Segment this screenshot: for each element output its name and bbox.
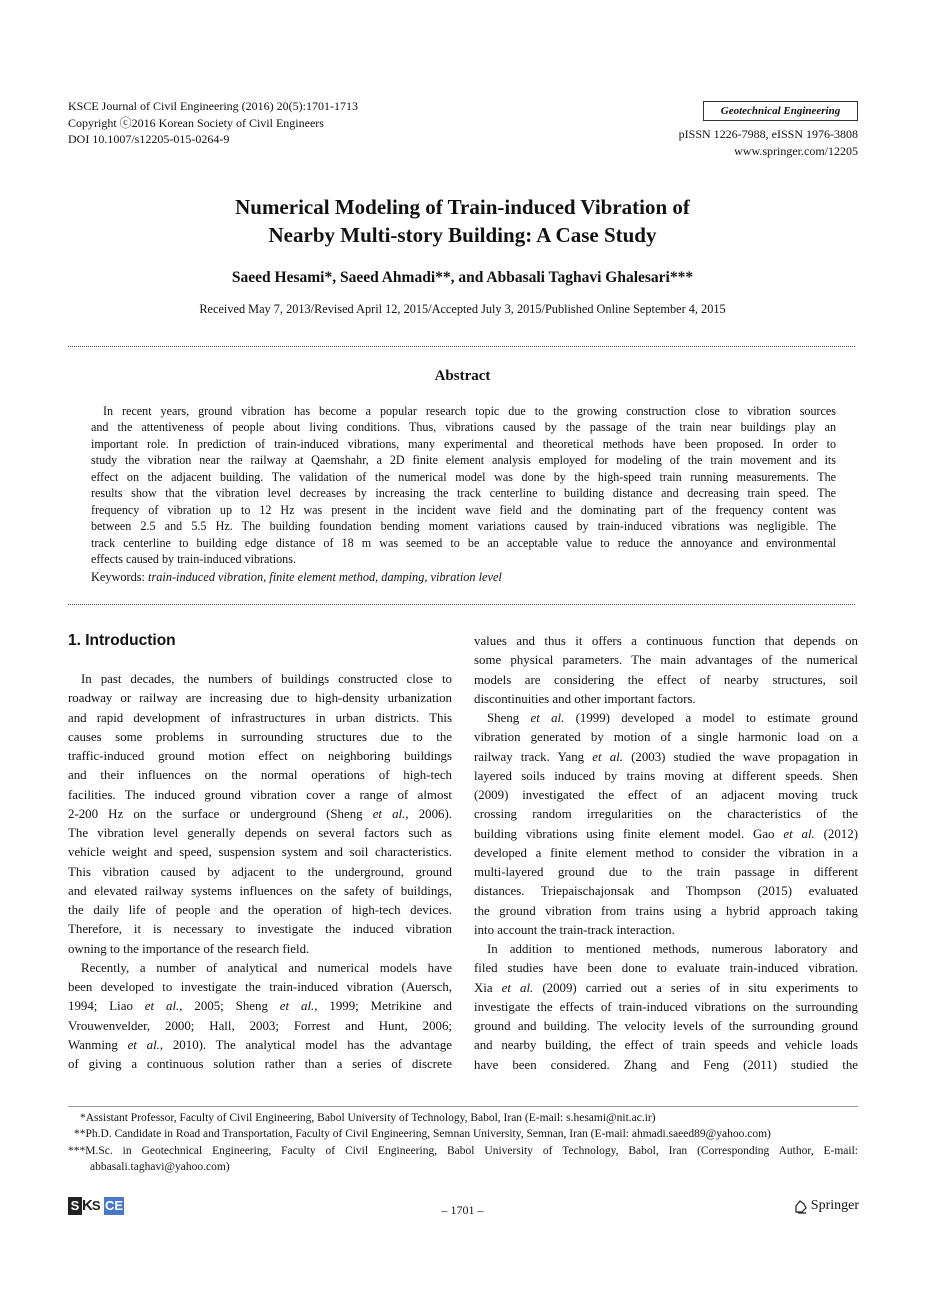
text-line: filed studies have been done to evaluate train-induced vibration. [474,961,858,976]
footnote: *Assistant Professor, Faculty of Civil Engineering, Babol University of Technology, Babol, Iran (E-mail: s.hesami@nit.ac.ir) [80,1112,656,1124]
keywords-label: Keywords: [91,570,149,584]
text-line: some physical parameters. The main advantages of the numerical [474,653,858,668]
text-line: investigate the effects of train-induced vibrations on the surrounding [474,999,858,1014]
abstract-body [91,403,836,567]
text-line: frequency of vibration up to 12 Hz was present in the incident wave field and the dominating part of the frequency content was [91,502,836,517]
text-line: facilities. The induced ground vibration cover a range of almost [68,787,452,802]
title-line: Numerical Modeling of Train-induced Vibration of [235,195,690,219]
text-line: models are considering the effect of nearby structures, soil [474,672,858,687]
paragraph [474,632,858,709]
text-line: Sheng et al. (1999) developed a model to estimate ground [487,711,858,725]
journal-url[interactable]: www.springer.com/12205 [734,143,858,158]
text-line: Wanming et al., 2010). The analytical model has the advantage [68,1037,452,1052]
issn-info [679,126,858,159]
text-line: 1994; Liao et al., 2005; Sheng et al., 1999; Metrikine and [68,999,453,1014]
text-line: 2-200 Hz on the surface or underground (Sheng et al., 2006). [68,806,452,821]
text-line: effects caused by train-induced vibrations. [91,551,296,566]
text-line: Xia et al. (2009) carried out a series of in situ experiments to [474,980,858,995]
received-dates: Received May 7, 2013/Revised April 12, 2015/Accepted July 3, 2015/Published Online September 4, 2015 [199,302,726,316]
text-line: and the attentiveness of people about living conditions. Thus, vibrations caused by the passage of the train near buildings play an [91,420,836,435]
text-line: and elevated railway systems influences on the safety of buildings, [68,883,452,898]
text-line: multi-layered ground due to the train passage in different [474,865,858,879]
text-line: layered soils induced by trains moving at different speeds. Shen [474,768,858,783]
section-heading: 1. Introduction [68,632,176,649]
keywords [91,570,502,585]
text-line: roadway or railway are increasing due to high-density urbanization [68,691,452,706]
right-column [474,632,858,1075]
ksce-logo: S KS CE [68,1197,124,1215]
journal-citation: KSCE Journal of Civil Engineering (2016) 20(5):1701-1713 [68,99,358,113]
footnotes [68,1110,858,1175]
title-line: Nearby Multi-story Building: A Case Study [268,223,657,247]
text-line: railway track. Yang et al. (2003) studied the wave propagation in [474,749,858,764]
paragraph [474,940,858,1075]
text-line: vibration generated by motion of a single harmonic load on a [474,730,858,745]
section-badge: Geotechnical Engineering [703,101,858,121]
text-line: the ground vibration from trains using a hybrid approach taking [474,903,858,918]
text-line: In addition to mentioned methods, numerous laboratory and [487,942,858,956]
text-line: between 2.5 and 5.5 Hz. The building foundation bending moment variations caused by train-induced vibrations was negligible. The [91,519,836,534]
text-line: The vibration level generally depends on several factors such as [68,826,452,840]
doi: DOI 10.1007/s12205-015-0264-9 [68,132,230,146]
text-line: causes some problems in surrounding structures due to the [68,729,452,744]
paper-title [0,193,925,249]
keywords-list: train-induced vibration, finite element method, damping, vibration level [148,570,502,584]
text-line: (2009) investigated the effect of an adjacent moving truck [474,788,858,802]
paragraph [474,709,858,940]
text-line: building vibrations using finite element model. Gao et al. (2012) [474,826,858,841]
text-line: study the vibration near the railway at Qaemshahr, a 2D finite element analysis employed for modeling of the train movement and its [91,453,836,468]
text-line: crossing random irregularities on the characteristics of the [474,807,858,822]
text-line: and rapid development of infrastructures in urban districts. This [68,710,452,725]
text-line: ground and building. The velocity levels of the surrounding ground [474,1019,858,1033]
footnote: **Ph.D. Candidate in Road and Transportation, Faculty of Civil Engineering, Semnan University, Semnan, Iran (E-mail: ahmadi.saeed89@yahoo.com) [74,1128,771,1141]
text-line: into account the train-track interaction. [474,922,675,937]
text-line: values and thus it offers a continuous function that depends on [474,634,858,648]
springer-logo [794,1198,859,1214]
text-line: This vibration caused by adjacent to the underground, ground [68,864,452,879]
paragraph [68,670,452,959]
divider [68,346,855,347]
footnote: abbasali.taghavi@yahoo.com) [90,1160,230,1173]
text-line: developed a finite element method to consider the vibration in a [474,845,858,860]
footnote: ***M.Sc. in Geotechnical Engineering, Faculty of Civil Engineering, Babol University of Technology, Babol, Iran (Corresponding Author, E-mail: [68,1144,858,1157]
left-column [68,670,452,1074]
springer-horse-icon [794,1198,808,1214]
text-line: and their influences on the normal operations of high-tech [68,768,452,783]
text-line: results show that the vibration level decreases by increasing the track centerline to building distance and decreasing train speed. The [91,486,836,501]
text-line: In past decades, the numbers of buildings constructed close to [81,672,452,686]
text-line: of giving a continuous solution rather than a series of discrete [68,1057,452,1071]
text-line: In recent years, ground vibration has become a popular research topic due to the growing construction close to vibration sources [103,404,836,418]
copyright: Copyright ⓒ2016 Korean Society of Civil Engineers [68,115,324,130]
text-line: Therefore, it is necessary to investigate the induced vibration [68,922,452,937]
springer-wordmark: Springer [810,1198,859,1213]
text-line: track centerline to building edge distance of 18 m was seemed to be an acceptable value to reduce the annoyance and environmental [91,535,836,550]
text-line: owning to the importance of the research field. [68,941,310,956]
journal-info [68,98,358,148]
text-line: have been considered. Zhang and Feng (2011) studied the [474,1057,858,1072]
text-line: important role. In prediction of train-induced vibrations, many experimental and theoretical methods have been proposed. In order to [91,436,836,451]
divider [68,604,855,605]
text-line: and nearby building, the effect of train speeds and vehicle loads [474,1038,858,1053]
text-line: been developed to investigate the train-induced vibration (Auersch, [68,980,452,994]
text-line: the daily life of people and the operation of high-tech devices. [68,903,452,917]
issn: pISSN 1226-7988, eISSN 1976-3808 [678,127,858,141]
text-line: Vrouwenvelder, 2000; Hall, 2003; Forrest and Hunt, 2006; [68,1018,452,1033]
text-line: discontinuities and other important factors. [474,691,696,706]
text-line: Recently, a number of analytical and numerical models have [81,960,452,975]
text-line: traffic-induced ground motion effect on neighboring buildings [68,749,452,763]
text-line: distances. Triepaischajonsak and Thompson (2015) evaluated [474,884,858,899]
abstract-heading: Abstract [434,368,491,384]
paragraph [68,959,452,1075]
authors: Saeed Hesami*, Saeed Ahmadi**, and Abbasali Taghavi Ghalesari*** [231,269,694,286]
page-number: – 1701 – [441,1203,484,1217]
text-line: vehicle weight and speed, suspension system and soil characteristics. [68,845,452,860]
text-line: effect on the adjacent building. The validation of the numerical model was done by the high-speed train running measurements. The [91,469,836,484]
footnote-rule [68,1106,858,1107]
